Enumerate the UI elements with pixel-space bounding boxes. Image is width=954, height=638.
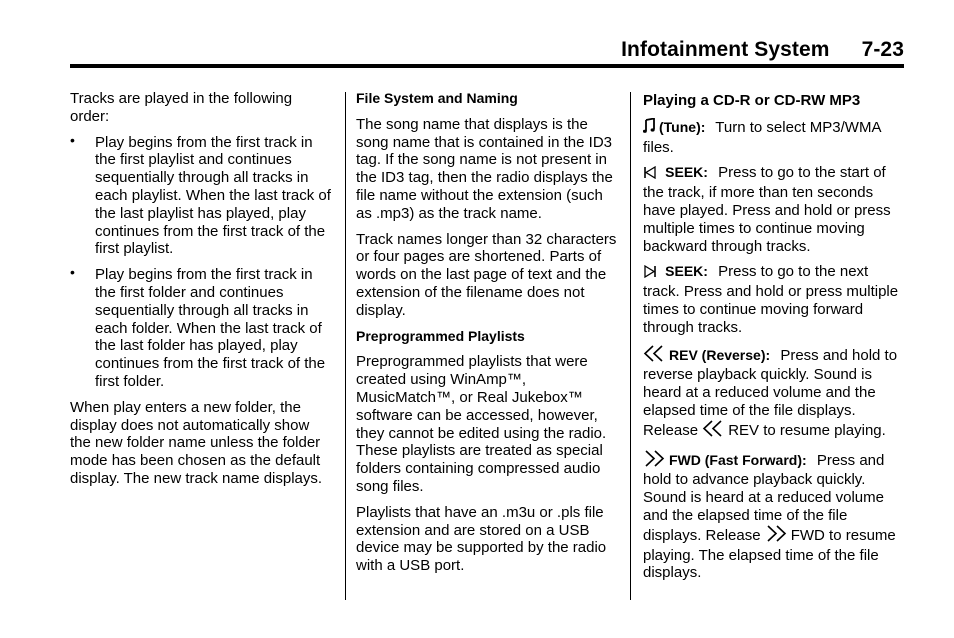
playlist-extension-paragraph: Playlists that have an .m3u or .pls file extension and are stored on a USB device may be supported by the radio with a USB port. bbox=[356, 503, 607, 575]
seek-forward-label: SEEK: bbox=[665, 263, 708, 280]
column-1 bbox=[70, 90, 334, 496]
column-divider-2 bbox=[630, 92, 631, 600]
seek-forward-icon bbox=[643, 265, 657, 283]
tune-label: (Tune): bbox=[659, 118, 706, 135]
header-rule bbox=[70, 64, 904, 68]
column-3 bbox=[643, 90, 908, 590]
music-note-icon bbox=[643, 118, 655, 139]
playlists-paragraph: Preprogrammed playlists that were created using WinAmp™, MusicMatch™, or Real Jukebox™ software can be accessed, however, they cannot be edited using the radio. These playlists are treated as special folders containing compressed audio song files. bbox=[356, 353, 607, 495]
heading-playlists: Preprogrammed Playlists bbox=[356, 327, 525, 344]
song-name-paragraph: The song name that displays is the song name that is contained in the ID3 tag. If the song name is not present in the ID3 tag, then the radio displays the file name without the extension (such as .mp3) as the track name. bbox=[356, 115, 613, 222]
fwd-text-after: FWD to resume playing. The elapsed time of the file displays. bbox=[643, 526, 896, 582]
fwd-paragraph bbox=[643, 450, 908, 583]
seek-forward-text: Press to go to the next track. Press and hold or press multiple times to continue moving forward through tracks. bbox=[643, 263, 899, 336]
heading-cd-mp3: Playing a CD-R or CD-RW MP3 bbox=[643, 92, 861, 109]
seek-back-label: SEEK: bbox=[665, 164, 708, 181]
seek-back-text: Press to go to the start of the track, if more than ten seconds have played. Press and hold or press multiple times to continue moving backward through tracks. bbox=[643, 164, 891, 255]
list-item-text: Play begins from the first track in the first playlist and continues sequentially through all tracks in each playlist. When the last track of the last playlist has played, play continues from the first track of the first playlist. bbox=[95, 133, 331, 258]
column-2 bbox=[356, 90, 618, 583]
rev-paragraph bbox=[643, 345, 908, 442]
rewind-icon bbox=[643, 345, 665, 367]
track-names-paragraph: Track names longer than 32 characters or four pages are shortened. Parts of words on the last page of text and the extension of the filename does not display. bbox=[356, 230, 617, 319]
list-item bbox=[70, 131, 334, 259]
rev-label: REV (Reverse): bbox=[669, 346, 771, 363]
list-item-text: Play begins from the first track in the first folder and continues sequentially through all tracks in each folder. When the last track of the last folder has played, play continues from the first track of the first folder. bbox=[95, 266, 326, 390]
seek-back-icon bbox=[643, 166, 657, 184]
fwd-text-before: Press and hold to advance playback quickly. Sound is heard at a reduced volume and the elapsed time of the file displays. Release bbox=[643, 451, 885, 544]
fwd-label: FWD (Fast Forward): bbox=[669, 451, 807, 468]
page-number: 7-23 bbox=[861, 38, 904, 61]
fast-forward-icon bbox=[643, 450, 665, 472]
rev-text-before: Press and hold to reverse playback quickly. Sound is heard at a reduced volume and the elapsed time of the file displays. Release bbox=[643, 346, 898, 439]
seek-back-paragraph bbox=[643, 164, 908, 255]
rewind-icon bbox=[702, 420, 724, 442]
rev-text-after: REV to resume playing. bbox=[728, 421, 886, 439]
bullet-icon: • bbox=[70, 131, 75, 148]
seek-forward-paragraph bbox=[643, 263, 908, 336]
tune-paragraph bbox=[643, 118, 908, 157]
bullet-icon: • bbox=[70, 264, 75, 281]
column-divider-1 bbox=[345, 92, 346, 600]
folder-paragraph: When play enters a new folder, the display does not automatically show the new folder name unless the folder mode has been chosen as the default display. The new track name displays. bbox=[70, 398, 323, 487]
tracks-intro: Tracks are played in the following order: bbox=[70, 90, 293, 125]
tune-text: Turn to select MP3/WMA files. bbox=[643, 118, 881, 156]
section-title: Infotainment System bbox=[621, 38, 830, 61]
fast-forward-icon bbox=[765, 525, 787, 547]
heading-file-system: File System and Naming bbox=[356, 90, 518, 106]
page-header bbox=[621, 38, 904, 62]
list-item bbox=[70, 266, 334, 391]
